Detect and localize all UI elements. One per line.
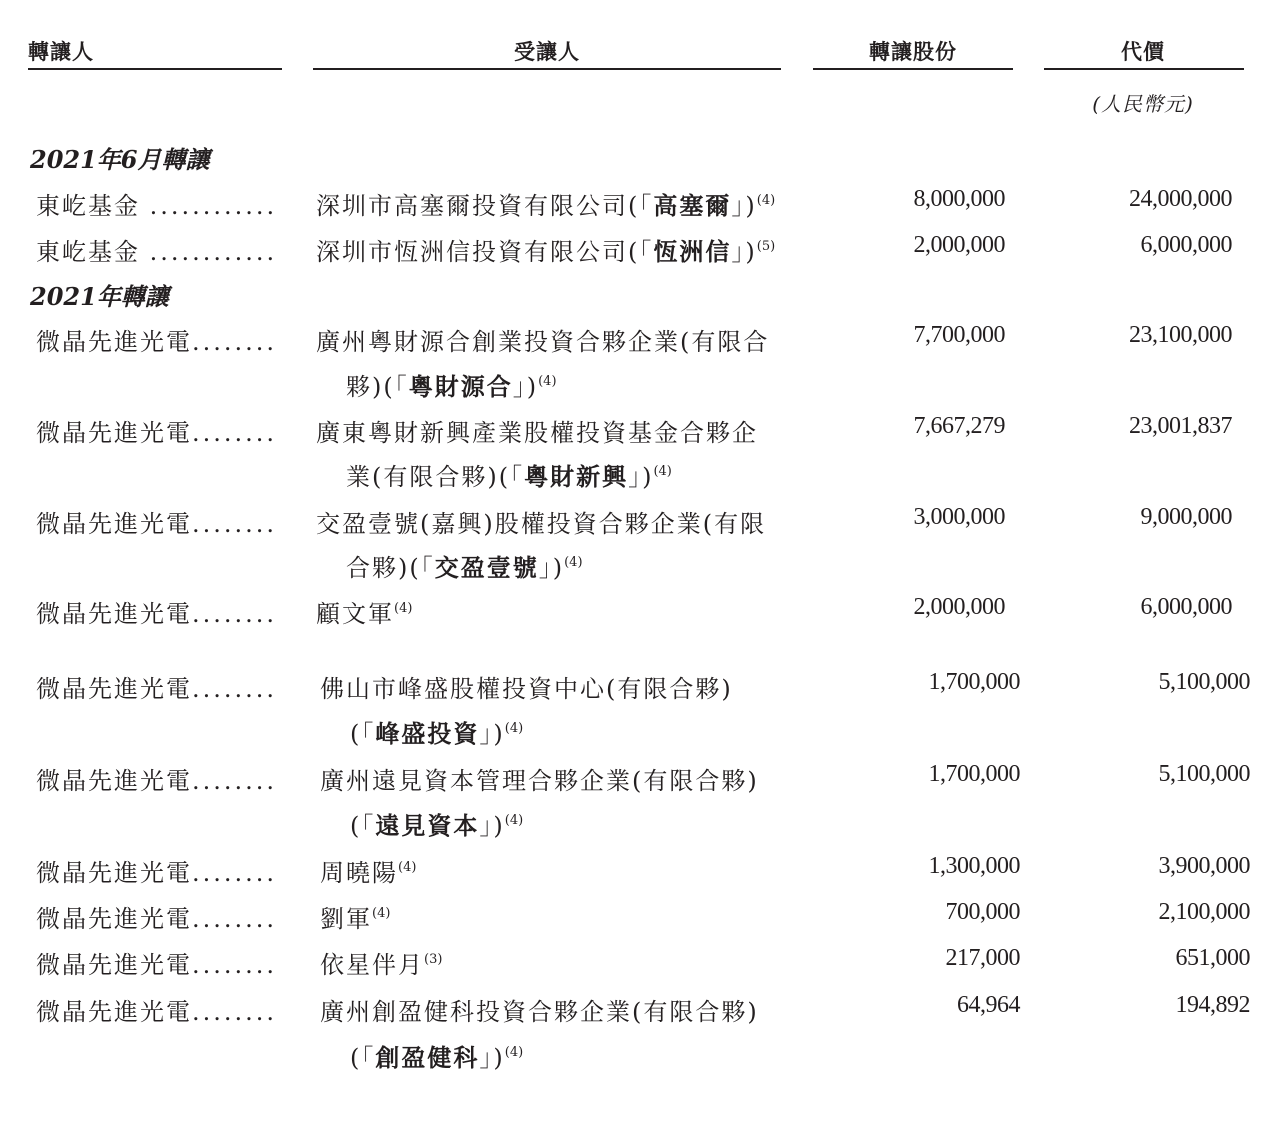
transferor-cell (36, 992, 277, 1027)
footnote-ref: (4) (398, 860, 417, 875)
footnote-ref: (4) (564, 555, 583, 570)
transferee-short-name: 峰盛投資 (375, 719, 480, 748)
consideration-value: 24,000,000 (1129, 186, 1232, 212)
transferee-cell (320, 669, 733, 704)
section-title-june-2021: 2021年6月轉讓 (30, 145, 210, 174)
transferor-name: 微晶先進光電 (36, 675, 192, 703)
consideration-value: 651,000 (1175, 945, 1250, 971)
transferee-text: 」) (628, 463, 654, 491)
footnote-ref: (4) (756, 193, 776, 208)
transferee-cell (316, 504, 766, 539)
transferee-cell-continued (346, 548, 583, 583)
transferee-text: 」) (538, 554, 565, 582)
transferee-cell (320, 853, 416, 888)
transferee-cell (316, 186, 775, 221)
transferor-name: 微晶先進光電 (36, 328, 192, 356)
leader-dots: ........ (192, 951, 278, 979)
leader-dots: ........ (192, 675, 278, 703)
leader-dots: ........ (192, 510, 278, 538)
leader-dots: ........ (192, 600, 278, 628)
transferor-cell (36, 945, 277, 980)
transferee-text: 佛山市峰盛股權投資中心(有限合夥) (320, 675, 733, 703)
transferee-short-name: 高塞爾 (653, 191, 732, 220)
transferor-name: 微晶先進光電 (36, 510, 192, 538)
transferee-text: 業(有限合夥)(「 (346, 463, 525, 491)
consideration-value: 9,000,000 (1140, 504, 1232, 530)
header-transferee: 受讓人 (514, 39, 580, 64)
transferor-cell (36, 594, 277, 629)
leader-dots: ........ (192, 767, 278, 795)
transferor-cell (36, 186, 277, 221)
section-title-2021: 2021年轉讓 (30, 282, 169, 311)
transferee-text: (「 (350, 720, 376, 748)
transferee-text: 劉軍 (320, 905, 372, 933)
shares-value: 8,000,000 (913, 186, 1005, 212)
transferee-cell (316, 232, 775, 267)
consideration-value: 5,100,000 (1158, 761, 1250, 787)
transferee-cell-continued (350, 1038, 523, 1073)
transferee-text: 」) (512, 373, 539, 401)
transferee-short-name: 交盈壹號 (434, 553, 539, 582)
transferor-name: 微晶先進光電 (36, 998, 192, 1026)
leader-dots: ........ (192, 419, 278, 447)
transferor-name: 微晶先進光電 (36, 600, 192, 628)
shares-value: 2,000,000 (913, 232, 1005, 258)
transferee-text: (「 (350, 812, 376, 840)
transferee-text: 」) (731, 192, 757, 220)
transferor-cell (36, 232, 277, 267)
transferee-text: 交盈壹號(嘉興)股權投資合夥企業(有限 (316, 510, 767, 538)
transferee-text: 深圳市高塞爾投資有限公司(「 (316, 192, 654, 220)
transferee-text: 」) (479, 812, 505, 840)
transferor-cell (36, 853, 277, 888)
leader-dots: ............ (149, 192, 278, 220)
transferee-cell (316, 594, 412, 629)
footnote-ref: (4) (504, 813, 524, 828)
transferee-cell (320, 899, 390, 934)
transferee-text: 廣州粵財源合創業投資合夥企業(有限合 (316, 328, 770, 356)
transferee-cell-continued (346, 457, 672, 492)
transferee-cell (320, 992, 759, 1027)
header-rule-transferee (313, 68, 781, 70)
consideration-value: 5,100,000 (1158, 669, 1250, 695)
header-rule-consideration (1044, 68, 1244, 70)
header-consideration: 代價 (1121, 39, 1165, 64)
footnote-ref: (3) (424, 952, 443, 967)
header-shares: 轉讓股份 (869, 39, 957, 64)
transferor-name: 東屹基金 (36, 192, 140, 220)
transferor-cell (36, 899, 277, 934)
footnote-ref: (5) (756, 239, 776, 254)
transferor-cell (36, 761, 277, 796)
transferee-text: 廣東粵財新興產業股權投資基金合夥企 (316, 419, 758, 447)
footnote-ref: (4) (504, 721, 524, 736)
shares-value: 2,000,000 (913, 594, 1005, 620)
transferee-text: 」) (731, 238, 757, 266)
shares-value: 1,700,000 (928, 669, 1020, 695)
leader-dots: ........ (192, 905, 278, 933)
transferor-name: 微晶先進光電 (36, 905, 192, 933)
footnote-ref: (4) (538, 374, 557, 389)
footnote-ref: (4) (653, 464, 672, 479)
consideration-value: 23,100,000 (1129, 322, 1232, 348)
footnote-ref: (4) (394, 601, 413, 616)
transferor-name: 微晶先進光電 (36, 767, 192, 795)
leader-dots: ........ (192, 859, 278, 887)
header-rule-transferor (28, 68, 282, 70)
shares-value: 3,000,000 (913, 504, 1005, 530)
transferor-cell (36, 413, 277, 448)
transferee-text: (「 (350, 1044, 376, 1072)
shares-value: 7,667,279 (913, 413, 1005, 439)
consideration-value: 23,001,837 (1129, 413, 1232, 439)
transferee-text: 夥)(「 (346, 373, 409, 401)
header-rule-shares (813, 68, 1013, 70)
transferee-text: 廣州遠見資本管理合夥企業(有限合夥) (320, 767, 759, 795)
shares-value: 700,000 (945, 899, 1020, 925)
shares-value: 1,700,000 (928, 761, 1020, 787)
transferor-cell (36, 322, 277, 357)
transferee-cell-continued (350, 714, 523, 749)
transferee-cell (316, 413, 758, 448)
transferee-text: 廣州創盈健科投資合夥企業(有限合夥) (320, 998, 759, 1026)
transferee-text: 」) (479, 1044, 505, 1072)
consideration-value: 2,100,000 (1158, 899, 1250, 925)
shares-value: 1,300,000 (928, 853, 1020, 879)
transferee-text: 顧文軍 (316, 600, 394, 628)
transferee-short-name: 恆洲信 (653, 237, 732, 266)
transferee-text: 合夥)(「 (346, 554, 435, 582)
transferee-short-name: 遠見資本 (375, 811, 480, 840)
consideration-value: 3,900,000 (1158, 853, 1250, 879)
transferor-name: 微晶先進光電 (36, 859, 192, 887)
footnote-ref: (4) (372, 906, 391, 921)
transferee-cell (320, 945, 442, 980)
transferee-text: 深圳市恆洲信投資有限公司(「 (316, 238, 654, 266)
transferor-name: 微晶先進光電 (36, 951, 192, 979)
transferor-name: 微晶先進光電 (36, 419, 192, 447)
leader-dots: ............ (149, 238, 278, 266)
transferor-cell (36, 504, 277, 539)
transferee-cell-continued (350, 806, 523, 841)
leader-dots: ........ (192, 998, 278, 1026)
transferee-cell-continued (346, 367, 557, 402)
transferee-text: 」) (479, 720, 505, 748)
footnote-ref: (4) (504, 1045, 524, 1060)
transferee-short-name: 粵財源合 (408, 372, 513, 401)
consideration-value: 6,000,000 (1140, 594, 1232, 620)
transferee-short-name: 粵財新興 (524, 462, 629, 491)
consideration-unit: (人民幣元) (1092, 92, 1194, 116)
shares-value: 64,964 (957, 992, 1020, 1018)
transferee-text: 依星伴月 (320, 951, 424, 979)
consideration-value: 194,892 (1175, 992, 1250, 1018)
transferee-cell (316, 322, 769, 357)
leader-dots: ........ (192, 328, 278, 356)
transferor-cell (36, 669, 277, 704)
transferee-text: 周曉陽 (320, 859, 398, 887)
transferee-cell (320, 761, 759, 796)
transferee-short-name: 創盈健科 (375, 1043, 480, 1072)
shares-value: 7,700,000 (913, 322, 1005, 348)
shares-value: 217,000 (945, 945, 1020, 971)
consideration-value: 6,000,000 (1140, 232, 1232, 258)
transferor-name: 東屹基金 (36, 238, 140, 266)
header-transferor: 轉讓人 (28, 39, 94, 64)
